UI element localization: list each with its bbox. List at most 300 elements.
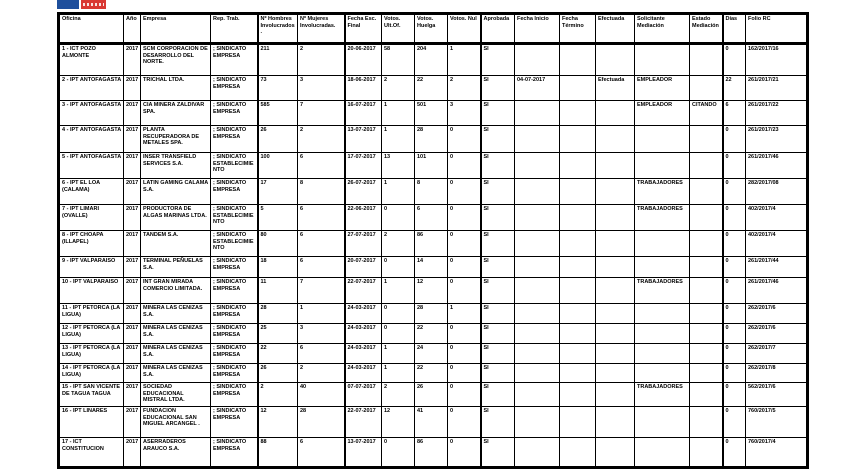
cell-folio: 261/2017/23 [746,126,808,153]
cell-hombres: 88 [258,438,298,468]
table-row [59,257,808,278]
cell-votos_huelga: 28 [415,304,448,324]
cell-aprobada: SI [481,126,515,153]
cell-rep: ; SINDICATO ESTABLECIMIENTO [211,231,258,257]
cell-aprobada: SI [481,304,515,324]
cell-estado [690,438,723,468]
cell-folio: 261/2017/46 [746,153,808,179]
cell-empresa: CIA MINERA ZALDIVAR SPA. [141,101,211,126]
cell-rep: ; SINDICATO EMPRESA [211,383,258,407]
cell-rep: ; SINDICATO EMPRESA [211,179,258,205]
cell-votos_nul: 0 [448,278,481,304]
cell-solicitante [635,126,690,153]
cell-votos_huelga: 28 [415,126,448,153]
cell-solicitante [635,304,690,324]
cell-estado: CITANDO [690,101,723,126]
cell-hombres: 22 [258,344,298,364]
cell-mujeres: 6 [298,153,345,179]
cell-aprobada: SI [481,407,515,438]
table-row [59,44,808,76]
cell-votos_uo: 58 [382,44,415,76]
cell-solicitante [635,231,690,257]
cell-votos_uo: 0 [382,324,415,344]
cell-votos_nul: 0 [448,126,481,153]
cell-solicitante [635,153,690,179]
cell-aprobada: SI [481,278,515,304]
cell-votos_uo: 0 [382,438,415,468]
cell-hombres: 26 [258,126,298,153]
cell-oficina: 12 - IPT PETORCA (LA LIGUA) [59,324,124,344]
col-header-efectuada: Efectuada [596,14,635,44]
cell-mujeres: 7 [298,278,345,304]
cell-mujeres: 3 [298,76,345,101]
cell-votos_nul: 0 [448,231,481,257]
cell-votos_uo: 2 [382,76,415,101]
cell-votos_nul: 0 [448,344,481,364]
cell-mujeres: 6 [298,438,345,468]
cell-votos_huelga: 86 [415,231,448,257]
cell-rep: ; SINDICATO EMPRESA [211,324,258,344]
table-row [59,383,808,407]
cell-oficina: 10 - IPT VALPARAISO [59,278,124,304]
cell-mujeres: 6 [298,344,345,364]
cell-mujeres: 3 [298,324,345,344]
cell-dias: 0 [723,44,746,76]
cell-ano: 2017 [124,126,141,153]
cell-dias: 0 [723,344,746,364]
cell-votos_uo: 0 [382,257,415,278]
cell-ano: 2017 [124,344,141,364]
cell-votos_nul: 0 [448,364,481,383]
cell-estado [690,179,723,205]
cell-folio: 162/2017/16 [746,44,808,76]
agency-logo [57,0,106,9]
cell-fecha_esc: 16-07-2017 [345,101,382,126]
cell-votos_huelga: 101 [415,153,448,179]
cell-estado [690,407,723,438]
col-header-empresa: Empresa [141,14,211,44]
cell-votos_huelga: 501 [415,101,448,126]
cell-efectuada [596,324,635,344]
cell-rep: ; SINDICATO EMPRESA [211,407,258,438]
cell-votos_huelga: 41 [415,407,448,438]
cell-hombres: 585 [258,101,298,126]
table-row [59,364,808,383]
table-row [59,153,808,179]
cell-mujeres: 2 [298,44,345,76]
cell-votos_nul: 1 [448,44,481,76]
col-header-fecha_termino: Fecha Término [560,14,596,44]
cell-hombres: 211 [258,44,298,76]
cell-estado [690,278,723,304]
cell-folio: 402/2017/4 [746,231,808,257]
cell-fecha_esc: 13-07-2017 [345,126,382,153]
cell-folio: 261/2017/46 [746,278,808,304]
cell-dias: 0 [723,324,746,344]
cell-oficina: 6 - IPT EL LOA (CALAMA) [59,179,124,205]
cell-estado [690,153,723,179]
cell-hombres: 2 [258,383,298,407]
cell-rep: ; SINDICATO EMPRESA [211,438,258,468]
cell-fecha_inicio: 04-07-2017 [515,76,560,101]
cell-votos_huelga: 8 [415,179,448,205]
table-row [59,205,808,231]
table-row [59,231,808,257]
cell-oficina: 7 - IPT LIMARI (OVALLE) [59,205,124,231]
cell-fecha_inicio [515,278,560,304]
col-header-ano: Año [124,14,141,44]
cell-folio: 760/2017/4 [746,438,808,468]
cell-folio: 282/2017/08 [746,179,808,205]
cell-empresa: MINERA LAS CENIZAS S.A. [141,364,211,383]
cell-oficina: 15 - IPT SAN VICENTE DE TAGUA TAGUA [59,383,124,407]
cell-folio: 402/2017/4 [746,205,808,231]
cell-mujeres: 6 [298,231,345,257]
col-header-fecha_esc: Fecha Esc. Final [345,14,382,44]
cell-rep: ; SINDICATO EMPRESA [211,278,258,304]
cell-aprobada: SI [481,205,515,231]
cell-fecha_termino [560,407,596,438]
cell-fecha_termino [560,179,596,205]
cell-empresa: TANDEM S.A. [141,231,211,257]
cell-fecha_termino [560,364,596,383]
cell-aprobada: SI [481,324,515,344]
cell-ano: 2017 [124,76,141,101]
cell-ano: 2017 [124,101,141,126]
table-row [59,344,808,364]
cell-efectuada [596,231,635,257]
cell-ano: 2017 [124,304,141,324]
cell-fecha_inicio [515,257,560,278]
cell-votos_uo: 0 [382,205,415,231]
cell-aprobada: SI [481,153,515,179]
cell-dias: 22 [723,76,746,101]
cell-votos_uo: 13 [382,153,415,179]
cell-fecha_inicio [515,205,560,231]
cell-solicitante: TRABAJADORES [635,179,690,205]
table-row [59,278,808,304]
cell-votos_uo: 2 [382,383,415,407]
table-row [59,324,808,344]
cell-fecha_inicio [515,407,560,438]
table-row [59,304,808,324]
cell-oficina: 9 - IPT VALPARAISO [59,257,124,278]
cell-votos_nul: 2 [448,76,481,101]
cell-dias: 0 [723,278,746,304]
cell-solicitante: TRABAJADORES [635,205,690,231]
col-header-solicitante: Solicitante Mediación [635,14,690,44]
cell-hombres: 80 [258,231,298,257]
cell-hombres: 5 [258,205,298,231]
cell-fecha_esc: 17-07-2017 [345,153,382,179]
col-header-votos_uo: Votos. Ult.Of. [382,14,415,44]
cell-empresa: PRODUCTORA DE ALGAS MARINAS LTDA. [141,205,211,231]
cell-rep: ; SINDICATO EMPRESA [211,257,258,278]
cell-votos_uo: 1 [382,126,415,153]
cell-fecha_termino [560,324,596,344]
cell-hombres: 17 [258,179,298,205]
cell-votos_nul: 1 [448,304,481,324]
cell-rep: ; SINDICATO EMPRESA [211,126,258,153]
cell-fecha_termino [560,344,596,364]
cell-folio: 261/2017/22 [746,101,808,126]
cell-mujeres: 6 [298,205,345,231]
col-header-estado: Estado Mediación [690,14,723,44]
cell-votos_huelga: 204 [415,44,448,76]
cell-estado [690,304,723,324]
cell-efectuada [596,304,635,324]
col-header-votos_nul: Votos. Nul [448,14,481,44]
cell-empresa: FUNDACION EDUCACIONAL SAN MIGUEL ARCANGEL . [141,407,211,438]
col-header-oficina: Oficina [59,14,124,44]
cell-fecha_inicio [515,438,560,468]
cell-votos_nul: 0 [448,153,481,179]
cell-mujeres: 8 [298,179,345,205]
cell-mujeres: 7 [298,101,345,126]
cell-votos_nul: 0 [448,383,481,407]
cell-efectuada [596,364,635,383]
cell-votos_nul: 0 [448,324,481,344]
cell-fecha_esc: 22-07-2017 [345,278,382,304]
cell-efectuada [596,407,635,438]
cell-efectuada [596,205,635,231]
cell-votos_uo: 1 [382,179,415,205]
cell-dias: 0 [723,304,746,324]
cell-hombres: 26 [258,364,298,383]
cell-rep: ; SINDICATO ESTABLECIMIENTO [211,153,258,179]
cell-fecha_esc: 22-07-2017 [345,407,382,438]
cell-fecha_inicio [515,324,560,344]
cell-ano: 2017 [124,179,141,205]
cell-folio: 760/2017/5 [746,407,808,438]
cell-estado [690,364,723,383]
cell-solicitante: EMPLEADOR [635,101,690,126]
table-row [59,126,808,153]
cell-rep: ; SINDICATO EMPRESA [211,44,258,76]
cell-votos_huelga: 22 [415,364,448,383]
cell-oficina: 5 - IPT ANTOFAGASTA [59,153,124,179]
cell-fecha_termino [560,438,596,468]
cell-mujeres: 1 [298,304,345,324]
cell-solicitante [635,344,690,364]
cell-folio: 262/2017/7 [746,344,808,364]
cell-fecha_esc: 24-03-2017 [345,344,382,364]
cell-aprobada: SI [481,231,515,257]
cell-efectuada [596,44,635,76]
cell-aprobada: SI [481,438,515,468]
cell-votos_uo: 1 [382,344,415,364]
cell-empresa: TERMINAL PEÑUELAS S.A. [141,257,211,278]
cell-estado [690,231,723,257]
cell-estado [690,257,723,278]
cell-fecha_termino [560,205,596,231]
cell-oficina: 1 - ICT POZO ALMONTE [59,44,124,76]
cell-folio: 262/2017/6 [746,324,808,344]
col-header-votos_huelga: Votos. Huelga [415,14,448,44]
table-row [59,101,808,126]
cell-aprobada: SI [481,257,515,278]
cell-fecha_termino [560,278,596,304]
cell-ano: 2017 [124,407,141,438]
cell-dias: 0 [723,407,746,438]
cell-empresa: SOCIEDAD EDUCACIONAL MISTRAL LTDA. [141,383,211,407]
cell-fecha_termino [560,101,596,126]
cell-dias: 0 [723,257,746,278]
cell-rep: ; SINDICATO EMPRESA [211,364,258,383]
cell-aprobada: SI [481,44,515,76]
cell-fecha_inicio [515,364,560,383]
cell-aprobada: SI [481,179,515,205]
cell-solicitante [635,257,690,278]
cell-folio: 261/2017/21 [746,76,808,101]
cell-mujeres: 40 [298,383,345,407]
cell-solicitante: TRABAJADORES [635,278,690,304]
cell-fecha_inicio [515,304,560,324]
cell-solicitante [635,364,690,383]
cell-folio: 262/2017/6 [746,304,808,324]
cell-votos_nul: 3 [448,101,481,126]
cell-empresa: INT GRAN MIRADA COMERCIO LIMITADA. [141,278,211,304]
col-header-hombres: Nº Hombres Involucrados. [258,14,298,44]
cell-oficina: 11 - IPT PETORCA (LA LIGUA) [59,304,124,324]
cell-fecha_inicio [515,153,560,179]
cell-empresa: TRICHAL LTDA. [141,76,211,101]
cell-folio: 262/2017/8 [746,364,808,383]
cell-oficina: 8 - IPT CHOAPA (ILLAPEL) [59,231,124,257]
cell-oficina: 13 - IPT PETORCA (LA LIGUA) [59,344,124,364]
cell-folio: 261/2017/44 [746,257,808,278]
cell-dias: 0 [723,383,746,407]
cell-mujeres: 2 [298,126,345,153]
cell-efectuada [596,101,635,126]
table-row [59,438,808,468]
cell-solicitante [635,438,690,468]
cell-empresa: ASERRADEROS ARAUCO S.A. [141,438,211,468]
cell-aprobada: SI [481,383,515,407]
cell-estado [690,324,723,344]
cell-efectuada [596,278,635,304]
cell-aprobada: SI [481,101,515,126]
cell-votos_nul: 0 [448,179,481,205]
cell-dias: 0 [723,438,746,468]
col-header-fecha_inicio: Fecha Inicio [515,14,560,44]
cell-fecha_esc: 20-07-2017 [345,257,382,278]
cell-fecha_inicio [515,179,560,205]
table-row [59,76,808,101]
cell-votos_huelga: 6 [415,205,448,231]
cell-dias: 6 [723,101,746,126]
cell-rep: ; SINDICATO EMPRESA [211,76,258,101]
cell-fecha_esc: 07-07-2017 [345,383,382,407]
cell-mujeres: 2 [298,364,345,383]
cell-rep: ; SINDICATO ESTABLECIMIENTO [211,205,258,231]
cell-fecha_esc: 26-07-2017 [345,179,382,205]
cell-estado [690,76,723,101]
col-header-folio: Folio RC [746,14,808,44]
logo-red-block [81,0,106,9]
cell-fecha_termino [560,383,596,407]
cell-estado [690,44,723,76]
cell-efectuada: Efectuada [596,76,635,101]
col-header-rep: Rep. Trab. [211,14,258,44]
cell-fecha_esc: 13-07-2017 [345,438,382,468]
cell-ano: 2017 [124,153,141,179]
cell-empresa: MINERA LAS CENIZAS S.A. [141,324,211,344]
cell-efectuada [596,344,635,364]
cell-efectuada [596,153,635,179]
cell-solicitante [635,44,690,76]
cell-fecha_termino [560,257,596,278]
cell-votos_nul: 0 [448,205,481,231]
cell-votos_huelga: 12 [415,278,448,304]
cell-solicitante [635,407,690,438]
cell-fecha_esc: 27-07-2017 [345,231,382,257]
cell-ano: 2017 [124,205,141,231]
cell-hombres: 28 [258,304,298,324]
cell-votos_huelga: 22 [415,76,448,101]
cell-fecha_inicio [515,231,560,257]
cell-estado [690,205,723,231]
cell-fecha_termino [560,153,596,179]
cell-votos_uo: 1 [382,101,415,126]
cell-solicitante: EMPLEADOR [635,76,690,101]
cell-ano: 2017 [124,278,141,304]
cell-empresa: PLANTA RECUPERADORA DE METALES SPA. [141,126,211,153]
cell-fecha_inicio [515,383,560,407]
cell-votos_nul: 0 [448,407,481,438]
cell-efectuada [596,257,635,278]
col-header-aprobada: Aprobada [481,14,515,44]
cell-empresa: MINERA LAS CENIZAS S.A. [141,344,211,364]
cell-rep: ; SINDICATO EMPRESA [211,344,258,364]
cell-fecha_inicio [515,101,560,126]
cell-ano: 2017 [124,364,141,383]
cell-estado [690,383,723,407]
cell-efectuada [596,126,635,153]
cell-fecha_esc: 18-06-2017 [345,76,382,101]
cell-efectuada [596,179,635,205]
cell-empresa: INSER TRANSFIELD SERVICES S.A. [141,153,211,179]
table-header [59,14,808,44]
cell-dias: 0 [723,231,746,257]
cell-fecha_termino [560,44,596,76]
cell-votos_huelga: 26 [415,383,448,407]
cell-efectuada [596,438,635,468]
cell-votos_nul: 0 [448,438,481,468]
cell-empresa: SCM CORPORACION DE DESARROLLO DEL NORTE. [141,44,211,76]
cell-ano: 2017 [124,257,141,278]
cell-aprobada: SI [481,76,515,101]
cell-fecha_esc: 24-03-2017 [345,304,382,324]
table-row [59,407,808,438]
cell-dias: 0 [723,179,746,205]
cell-dias: 0 [723,205,746,231]
cell-dias: 0 [723,364,746,383]
cell-fecha_inicio [515,344,560,364]
cell-efectuada [596,383,635,407]
cell-votos_huelga: 14 [415,257,448,278]
cell-fecha_inicio [515,44,560,76]
cell-oficina: 4 - IPT ANTOFAGASTA [59,126,124,153]
cell-ano: 2017 [124,324,141,344]
cell-fecha_esc: 24-03-2017 [345,324,382,344]
cell-votos_huelga: 24 [415,344,448,364]
cell-aprobada: SI [481,344,515,364]
cell-oficina: 3 - IPT ANTOFAGASTA [59,101,124,126]
cell-rep: ; SINDICATO EMPRESA [211,101,258,126]
cell-mujeres: 6 [298,257,345,278]
cell-solicitante [635,324,690,344]
